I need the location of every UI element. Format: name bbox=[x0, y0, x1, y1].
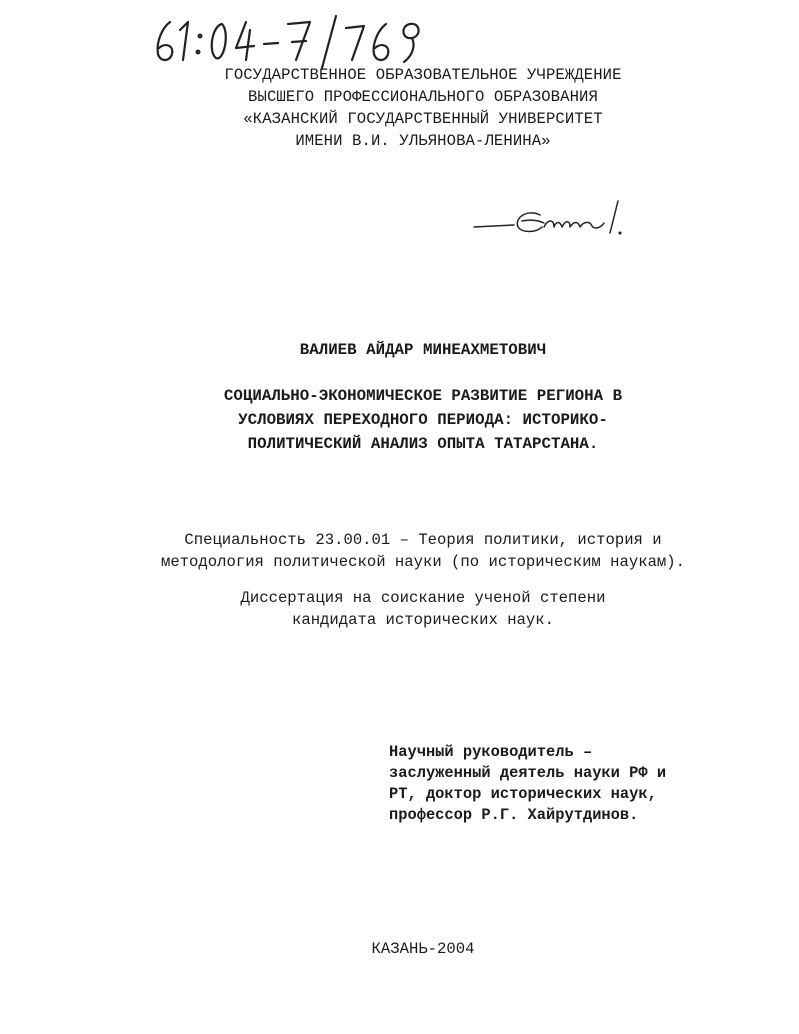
institution-line: ИМЕНИ В.И. УЛЬЯНОВА-ЛЕНИНА» bbox=[295, 132, 551, 150]
scientific-supervisor bbox=[389, 742, 789, 826]
handwritten-code-drawing bbox=[150, 12, 440, 72]
city-and-year: КАЗАНЬ-2004 bbox=[371, 940, 475, 958]
title-line: ПОЛИТИЧЕСКИЙ АНАЛИЗ ОПЫТА ТАТАРСТАНА. bbox=[247, 435, 599, 453]
title-line: УСЛОВИЯХ ПЕРЕХОДНОГО ПЕРИОДА: ИСТОРИКО- bbox=[238, 411, 608, 429]
institution-header bbox=[0, 64, 799, 152]
degree-statement bbox=[0, 587, 799, 631]
degree-line: Диссертация на соискание ученой степени bbox=[240, 589, 606, 607]
title-line: СОЦИАЛЬНО-ЭКОНОМИЧЕСКОЕ РАЗВИТИЕ РЕГИОНА В bbox=[223, 387, 623, 405]
signature-drawing bbox=[470, 193, 650, 243]
supervisor-line: Научный руководитель – bbox=[389, 743, 593, 761]
institution-line: ВЫСШЕГО ПРОФЕССИОНАЛЬНОГО ОБРАЗОВАНИЯ bbox=[248, 88, 598, 106]
author-signature bbox=[470, 193, 650, 243]
specialty-line: Специальность 23.00.01 – Теория политики, история и bbox=[184, 531, 662, 549]
dissertation-title bbox=[0, 384, 799, 456]
institution-line: «КАЗАНСКИЙ ГОСУДАРСТВЕННЫЙ УНИВЕРСИТЕТ bbox=[243, 110, 603, 128]
degree-line: кандидата исторических наук. bbox=[291, 611, 555, 629]
supervisor-line: заслуженный деятель науки РФ и bbox=[389, 764, 667, 782]
supervisor-line: профессор Р.Г. Хайрутдинов. bbox=[389, 806, 639, 824]
supervisor-line: РТ, доктор исторических наук, bbox=[389, 785, 657, 803]
author-name: ВАЛИЕВ АЙДАР МИНЕАХМЕТОВИЧ bbox=[299, 341, 547, 359]
institution-line: ГОСУДАРСТВЕННОЕ ОБРАЗОВАТЕЛЬНОЕ УЧРЕЖДЕНИЕ bbox=[224, 66, 622, 84]
handwritten-archive-code bbox=[150, 12, 440, 72]
specialty-line: методология политической науки (по историческим наукам). bbox=[160, 553, 686, 571]
specialty-statement bbox=[0, 529, 799, 573]
